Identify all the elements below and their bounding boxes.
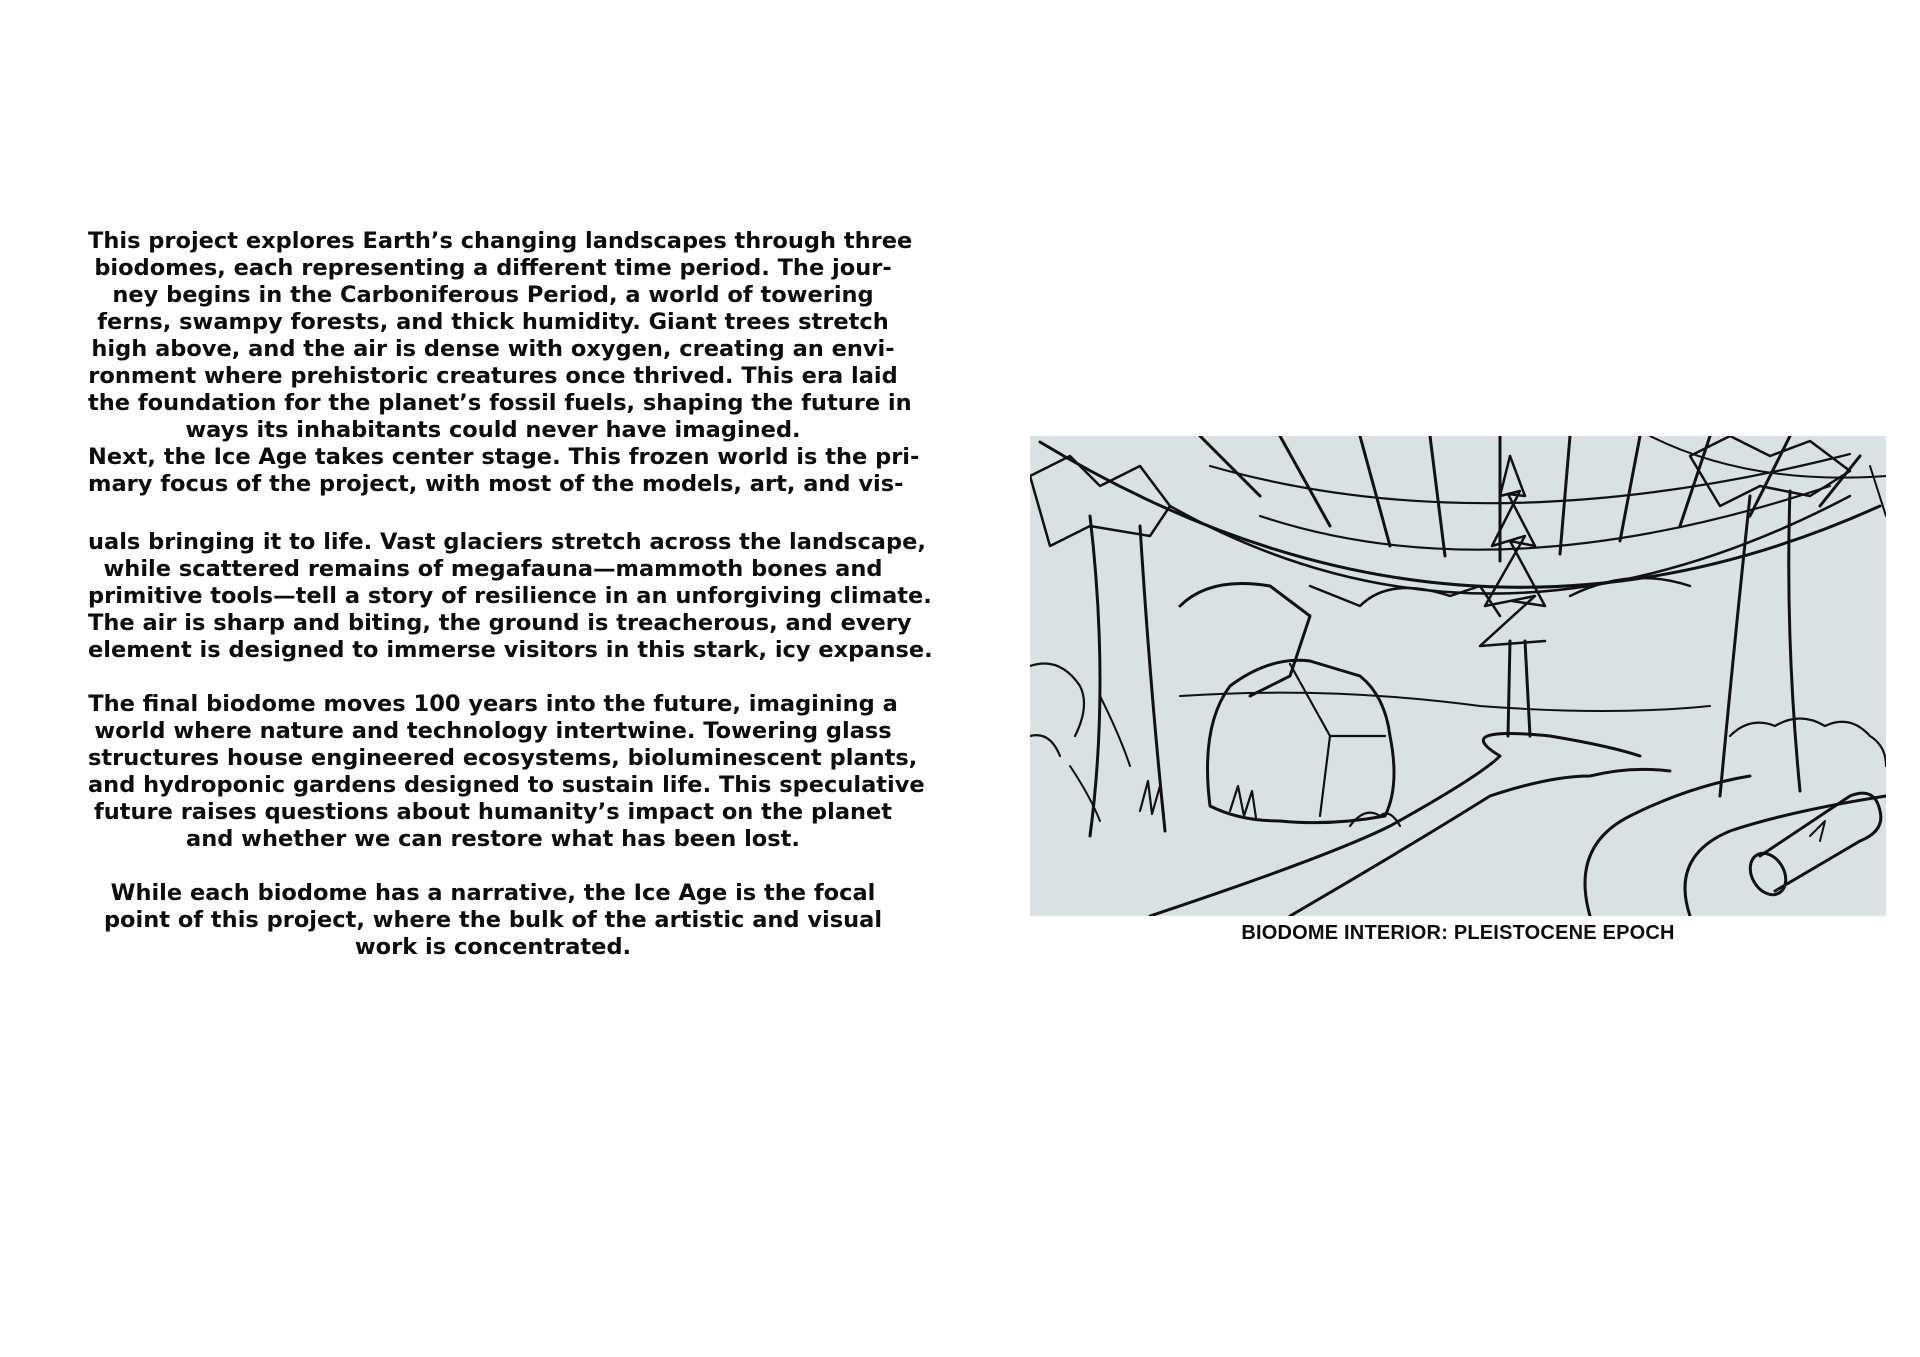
text-line: high above, and the air is dense with oxygen, creating an envi- <box>91 336 895 362</box>
text-line: ways its inhabitants could never have imagined. <box>185 417 801 443</box>
pine-tree <box>1480 456 1545 736</box>
dome-frame <box>1040 436 1886 594</box>
text-line: the foundation for the planet’s fossil fuels, shaping the future in <box>88 390 912 416</box>
paragraph-conclusion <box>88 880 898 961</box>
text-line: biodomes, each representing a different time period. The jour- <box>94 255 892 281</box>
boulder <box>1208 660 1395 822</box>
text-line: and whether we can restore what has been lost. <box>186 826 800 852</box>
left-tree <box>1030 456 1170 836</box>
line-drawing <box>1030 436 1886 916</box>
spacer <box>88 664 898 691</box>
text-line: The final biodome moves 100 years into the future, imagining a <box>88 691 898 717</box>
glacier-cliffs <box>1180 578 1710 711</box>
text-line: structures house engineered ecosystems, bioluminescent plants, <box>88 745 918 771</box>
biodome-illustration <box>1030 436 1886 916</box>
body-text <box>88 228 933 961</box>
text-line: Next, the Ice Age takes center stage. This frozen world is the pri- <box>88 444 920 470</box>
text-line: This project explores Earth’s changing landscapes through three <box>88 228 913 254</box>
text-line: primitive tools—tell a story of resilience in an unforgiving climate. <box>88 583 932 609</box>
text-line: The air is sharp and biting, the ground is treacherous, and every <box>88 610 912 636</box>
text-line: ferns, swampy forests, and thick humidity. Giant trees stretch <box>97 309 889 335</box>
paragraph-carboniferous <box>88 228 913 444</box>
paragraph-future <box>88 691 925 853</box>
shrubs <box>1030 664 1886 827</box>
spacer <box>88 853 898 880</box>
text-line: and hydroponic gardens designed to sustain life. This speculative <box>88 772 925 798</box>
text-line: world where nature and technology intertwine. Towering glass <box>94 718 892 744</box>
text-line: While each biodome has a narrative, the Ice Age is the focal <box>110 880 876 906</box>
text-line: future raises questions about humanity’s impact on the planet <box>93 799 893 825</box>
figure-caption: BIODOME INTERIOR: PLEISTOCENE EPOCH <box>1241 922 1675 944</box>
text-line: while scattered remains of megafauna—mammoth bones and <box>103 556 883 582</box>
text-line: ney begins in the Carboniferous Period, a world of towering <box>112 282 874 308</box>
text-line: element is designed to immerse visitors in this stark, icy expanse. <box>88 637 933 663</box>
spacer <box>88 498 898 529</box>
text-line: uals bringing it to life. Vast glaciers stretch across the landscape, <box>88 529 926 555</box>
text-line: ronment where prehistoric creatures once thrived. This era laid <box>88 363 898 389</box>
paths <box>1150 734 1886 917</box>
paragraph-ice-age <box>88 444 933 664</box>
text-line: mary focus of the project, with most of the models, art, and vis- <box>88 471 904 497</box>
text-line: work is concentrated. <box>354 934 632 960</box>
text-line: point of this project, where the bulk of the artistic and visual <box>103 907 883 933</box>
right-tree <box>1690 436 1886 796</box>
